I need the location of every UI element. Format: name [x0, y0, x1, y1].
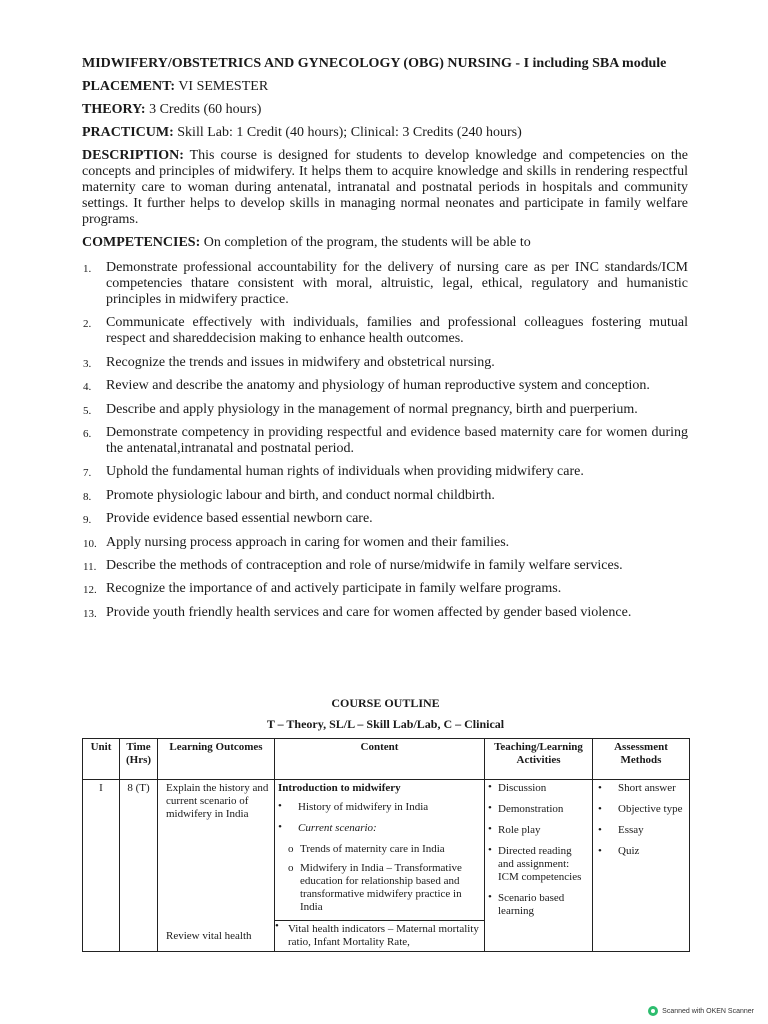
- outcome-text: Explain the history and current scenario of midwifery in India: [166, 782, 269, 820]
- item-number: 3.: [83, 357, 92, 370]
- teaching-item: • Directed reading and assignment: ICM competencies: [488, 845, 589, 884]
- list-item: [82, 315, 688, 347]
- list-item: [82, 425, 688, 457]
- course-outline-table: [82, 738, 690, 952]
- competencies-intro: On completion of the program, the students will be able to: [200, 235, 531, 250]
- table-header-row: [83, 739, 690, 780]
- list-item: [82, 488, 688, 504]
- item-text: Provide evidence based essential newborn care.: [106, 511, 373, 527]
- item-text: Promote physiologic labour and birth, and conduct normal childbirth.: [106, 487, 495, 503]
- teaching-item: • Scenario based learning: [488, 892, 589, 918]
- list-item: [82, 464, 688, 480]
- cell-teaching: [485, 780, 593, 952]
- item-number: 1.: [83, 263, 92, 275]
- document-page: [82, 56, 688, 628]
- list-item: [82, 535, 688, 551]
- list-item: [82, 260, 688, 308]
- placement-value: VI SEMESTER: [175, 79, 269, 94]
- description-label: DESCRIPTION:: [82, 148, 184, 163]
- scanner-watermark: [648, 1006, 754, 1016]
- content-bullet: [275, 920, 484, 949]
- table-row: [83, 780, 690, 952]
- competencies-heading: [82, 235, 688, 251]
- theory-label: THEORY:: [82, 102, 146, 117]
- list-item: [82, 378, 688, 394]
- assessment-item: • Quiz: [596, 845, 686, 858]
- teaching-item: • Demonstration: [488, 803, 589, 816]
- item-text: Uphold the fundamental human rights of individuals when providing midwifery care.: [106, 464, 584, 480]
- list-item: [82, 581, 688, 597]
- practicum-value: Skill Lab: 1 Credit (40 hours); Clinical: 3 Credits (240 hours): [173, 125, 522, 140]
- practicum-line: [82, 125, 688, 141]
- content-heading: Introduction to midwifery: [278, 782, 401, 794]
- content-bullet: [278, 822, 481, 835]
- item-number: 8.: [83, 490, 92, 503]
- scanner-text: Scanned with OKEN Scanner: [662, 1007, 754, 1015]
- assessment-item: • Essay: [596, 824, 686, 837]
- item-number: 4.: [83, 381, 92, 394]
- outline-subtitle: T – Theory, SL/L – Skill Lab/Lab, C – Clinical: [266, 717, 505, 731]
- content-bullet: [278, 801, 481, 814]
- practicum-label: PRACTICUM:: [82, 125, 174, 140]
- content-bullet-text: Current scenario:: [298, 822, 377, 834]
- placement-line: [82, 79, 688, 95]
- item-number: 5.: [83, 404, 92, 417]
- item-number: 6.: [83, 427, 92, 440]
- item-text: Review and describe the anatomy and physiology of human reproductive system and conception.: [106, 378, 650, 394]
- item-text: Recognize the importance of and actively participate in family welfare programs.: [106, 581, 562, 597]
- cell-outcomes: [158, 780, 275, 952]
- item-text: Describe and apply physiology in the management of normal pregnancy, birth and puerperium.: [106, 401, 638, 417]
- course-title: MIDWIFERY/OBSTETRICS AND GYNECOLOGY (OBG) NURSING - I including SBA module: [82, 56, 667, 71]
- item-number: 12.: [83, 584, 97, 597]
- item-text: Apply nursing process approach in caring for women and their families.: [106, 534, 510, 550]
- item-text: Describe the methods of contraception and role of nurse/midwife in family welfare services.: [106, 557, 623, 573]
- list-item: [82, 605, 688, 621]
- header-assessment: Assessment Methods: [593, 739, 690, 780]
- list-item: [82, 511, 688, 527]
- content-bullet-text: Vital health indicators – Maternal mortality ratio, Infant Mortality Rate,: [288, 923, 479, 948]
- list-item: [82, 402, 688, 418]
- header-learning-outcomes: Learning Outcomes: [158, 739, 275, 780]
- item-number: 9.: [83, 514, 92, 527]
- item-text: Recognize the trends and issues in midwifery and obstetrical nursing.: [106, 354, 495, 370]
- header-time-unit: (Hrs): [125, 754, 152, 766]
- list-item: [82, 558, 688, 574]
- header-content: Content: [275, 739, 485, 780]
- cell-assessment: [593, 780, 690, 952]
- outline-title: COURSE OUTLINE: [331, 696, 440, 710]
- assessment-item: • Objective type: [596, 803, 686, 816]
- cell-time: 8 (T): [120, 780, 158, 952]
- theory-line: [82, 102, 688, 118]
- item-number: 2.: [83, 318, 92, 331]
- content-subitem: o Trends of maternity care in India: [288, 843, 481, 856]
- theory-value: 3 Credits (60 hours): [145, 102, 262, 117]
- cell-content: [275, 780, 485, 952]
- description-text: This course is designed for students to develop knowledge and competencies on the concepts and principles of midwifery. It helps them to acquire knowledge and skills in rendering respectful maternity care to woman during antenatal, intranatal and postnatal periods in hospitals and community settings. It further helps to develop skills in managing normal neonates and participate in family welfare programs.: [82, 148, 688, 227]
- teaching-item: • Discussion: [488, 782, 589, 795]
- assessment-item: • Short answer: [596, 782, 686, 795]
- item-number: 11.: [83, 560, 97, 573]
- item-text: Provide youth friendly health services and care for women affected by gender based violence.: [106, 604, 632, 620]
- item-text: Communicate effectively with individuals, families and professional colleagues fostering mutual respect and shareddecision making to enhance health outcomes.: [106, 315, 688, 347]
- header-unit: Unit: [83, 739, 120, 780]
- header-teaching: Teaching/Learning Activities: [485, 739, 593, 780]
- teaching-item: • Role play: [488, 824, 589, 837]
- competencies-list: [82, 260, 688, 621]
- placement-label: PLACEMENT:: [82, 79, 176, 94]
- scanner-logo-icon: [648, 1006, 658, 1016]
- item-number: 10.: [83, 537, 97, 550]
- outcome-text: Review vital health: [166, 930, 252, 942]
- item-number: 7.: [83, 467, 92, 480]
- item-text: Demonstrate competency in providing respectful and evidence based maternity care for women during the antenatal,intranatal and postnatal period.: [106, 424, 688, 456]
- header-time-label: Time: [126, 741, 151, 753]
- cell-unit: I: [83, 780, 120, 952]
- header-time: [120, 739, 158, 780]
- content-bullet-text: History of midwifery in India: [298, 801, 429, 813]
- content-subitem: o Midwifery in India – Transformative education for relationship based and transformative midwifery practice in India: [288, 862, 481, 914]
- description-paragraph: [82, 148, 688, 228]
- item-text: Demonstrate professional accountability for the delivery of nursing care as per INC standards/ICM competencies thatare consistent with moral, altruistic, legal, ethical, regulatory and humanistic principles in midwifery practice.: [106, 260, 688, 307]
- list-item: [82, 355, 688, 371]
- competencies-label: COMPETENCIES:: [82, 235, 201, 250]
- outline-header: [82, 696, 689, 732]
- item-number: 13.: [83, 607, 97, 620]
